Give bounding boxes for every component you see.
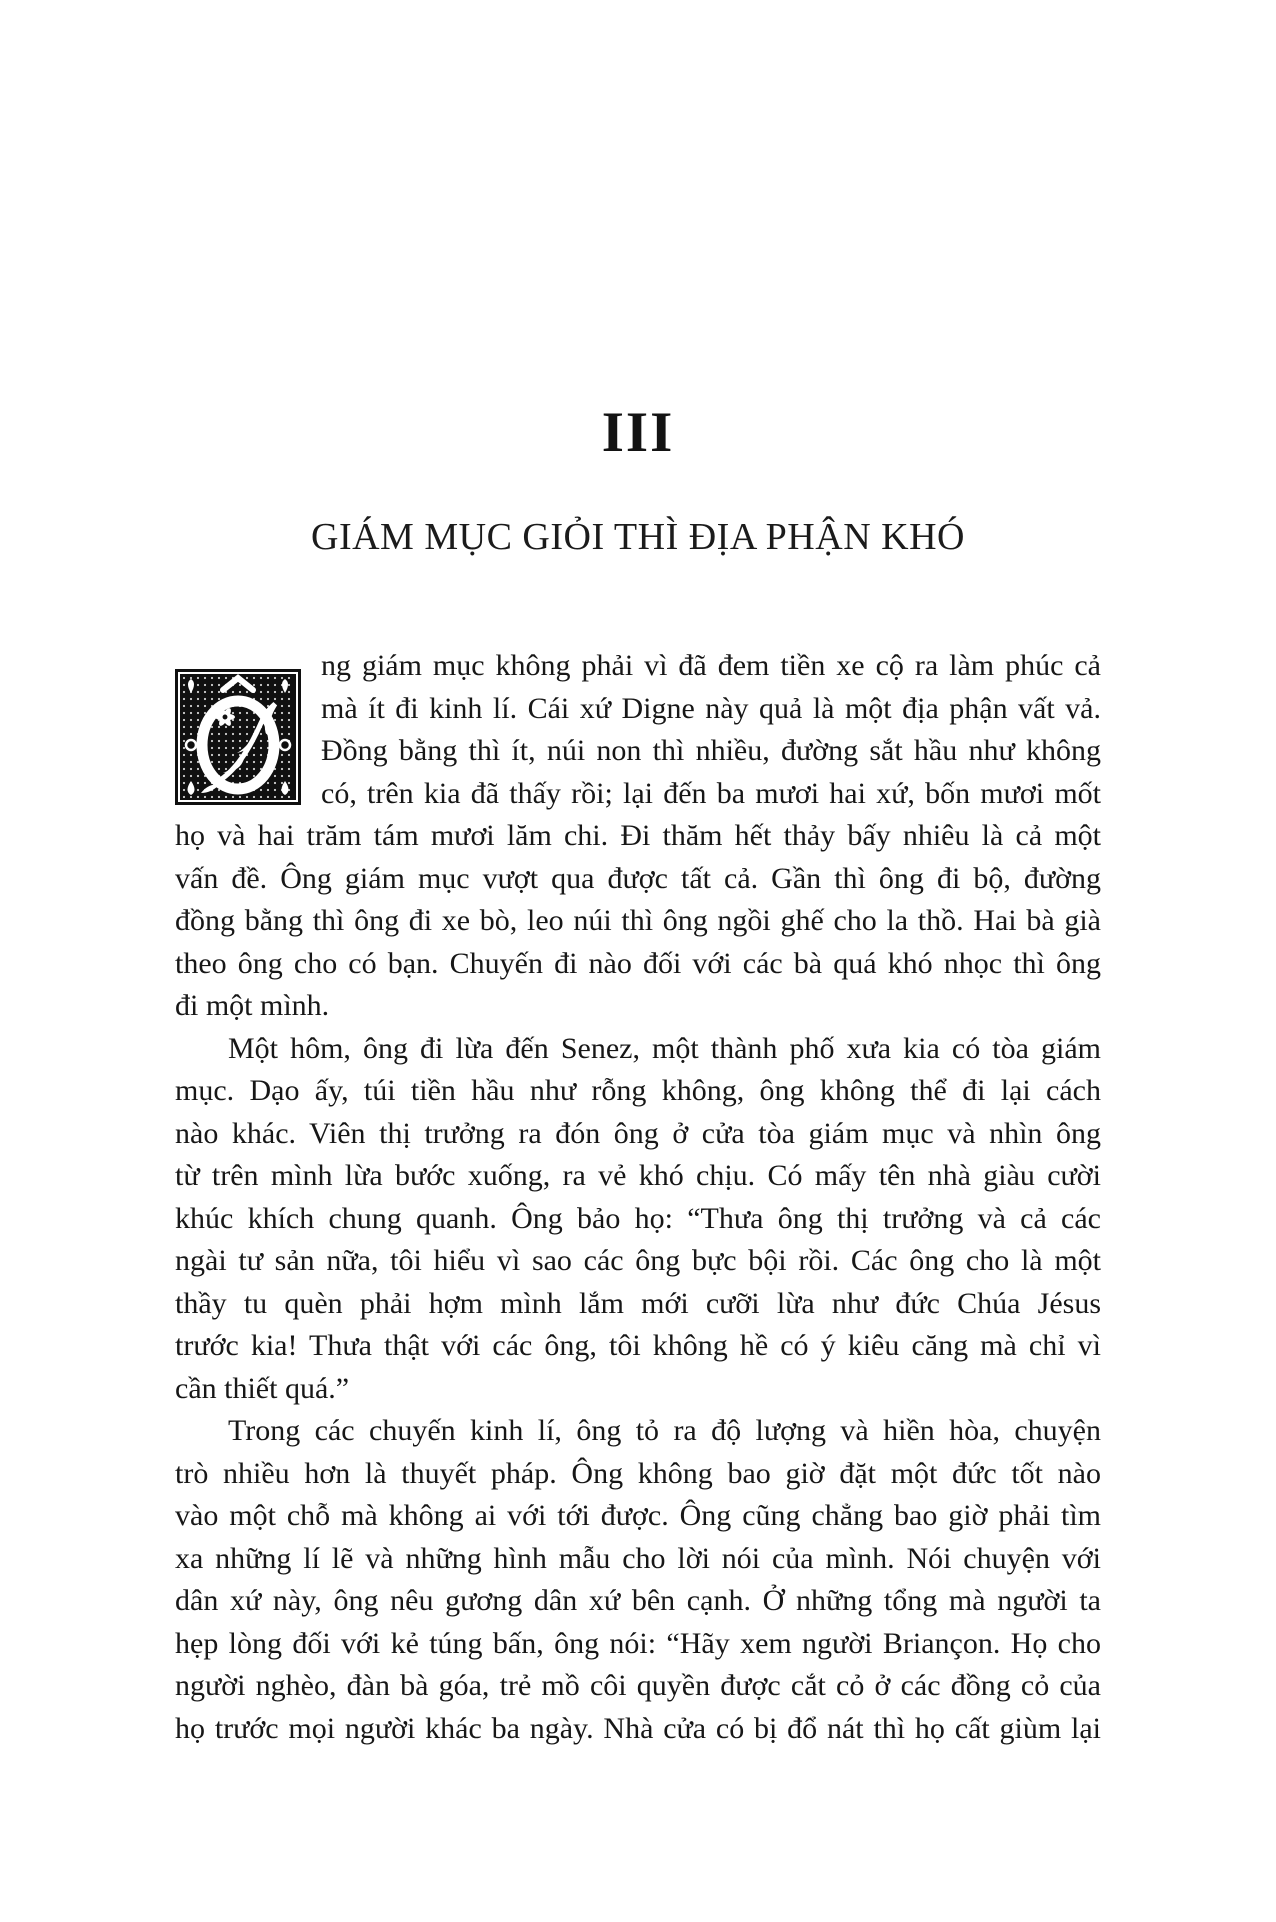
chapter-number: III bbox=[601, 401, 675, 464]
text-line: họ trước mọi người khác ba ngày. Nhà cửa có bị đổ nát thì họ cất giùm lại bbox=[175, 1711, 1101, 1745]
text-line: cần thiết quá.” bbox=[175, 1371, 350, 1405]
text-line: ng giám mục không phải vì đã đem tiền xe cộ ra làm phúc cả bbox=[321, 649, 1101, 682]
text-line: từ trên mình lừa bước xuống, ra vẻ khó chịu. Có mấy tên nhà giàu cười bbox=[175, 1159, 1101, 1192]
text-line: dân xứ này, ông nêu gương dân xứ bên cạnh. Ở những tổng mà người ta bbox=[175, 1584, 1101, 1617]
text-line: nào khác. Viên thị trưởng ra đón ông ở cửa tòa giám mục và nhìn ông bbox=[175, 1116, 1101, 1150]
text-line: họ và hai trăm tám mươi lăm chi. Đi thăm hết thảy bấy nhiêu là cả một bbox=[175, 819, 1101, 852]
text-line: trước kia! Thưa thật với các ông, tôi không hề có ý kiêu căng mà chỉ vì bbox=[175, 1329, 1101, 1362]
text-line: thầy tu quèn phải hợm mình lắm mới cưỡi lừa như đức Chúa Jésus bbox=[175, 1286, 1101, 1320]
text-line: theo ông cho có bạn. Chuyến đi nào đối với các bà quá khó nhọc thì ông bbox=[175, 946, 1101, 980]
drop-cap-initial bbox=[175, 669, 301, 805]
text-line: đồng bằng thì ông đi xe bò, leo núi thì ông ngồi ghế cho la thồ. Hai bà già bbox=[175, 904, 1101, 937]
text-line: Một hôm, ông đi lừa đến Senez, một thành phố xưa kia có tòa giám bbox=[228, 1031, 1101, 1065]
paragraph bbox=[175, 1410, 1101, 1750]
text-line: Đồng bằng thì ít, núi non thì nhiều, đường sắt hầu như không bbox=[321, 734, 1101, 767]
chapter-title: GIÁM MỤC GIỎI THÌ ĐỊA PHẬN KHÓ bbox=[311, 516, 965, 558]
text-line: mục. Dạo ấy, túi tiền hầu như rỗng không, ông không thể đi lại cách bbox=[175, 1074, 1101, 1107]
text-line: ngài tư sản nữa, tôi hiểu vì sao các ông bực bội rồi. Các ông cho là một bbox=[175, 1244, 1101, 1277]
text-line: đi một mình. bbox=[175, 989, 330, 1022]
text-line: Trong các chuyến kinh lí, ông tỏ ra độ lượng và hiền hòa, chuyện bbox=[228, 1414, 1101, 1447]
text-line: có, trên kia đã thấy rồi; lại đến ba mươi hai xứ, bốn mươi mốt bbox=[321, 776, 1101, 810]
text-line: khúc khích chung quanh. Ông bảo họ: “Thưa ông thị trưởng và cả các bbox=[175, 1201, 1101, 1235]
text-line: vào một chỗ mà không ai với tới được. Ông cũng chẳng bao giờ phải tìm bbox=[175, 1499, 1101, 1532]
text-line: trò nhiều hơn là thuyết pháp. Ông không bao giờ đặt một đức tốt nào bbox=[175, 1456, 1101, 1490]
body-text bbox=[175, 645, 1101, 1750]
ornate-initial-icon bbox=[175, 669, 301, 805]
text-line: mà ít đi kinh lí. Cái xứ Digne này quả là một địa phận vất vả. bbox=[321, 691, 1101, 725]
paragraph bbox=[175, 1028, 1101, 1411]
text-line: vấn đề. Ông giám mục vượt qua được tất cả. Gần thì ông đi bộ, đường bbox=[175, 861, 1101, 895]
paragraph bbox=[175, 645, 1101, 1028]
text-line: người nghèo, đàn bà góa, trẻ mồ côi quyền được cắt cỏ ở các đồng cỏ của bbox=[175, 1669, 1101, 1702]
text-line: hẹp lòng đối với kẻ túng bấn, ông nói: “Hãy xem người Briançon. Họ cho bbox=[175, 1626, 1101, 1660]
text-line: xa những lí lẽ và những hình mẫu cho lời nói của mình. Nói chuyện với bbox=[175, 1541, 1101, 1575]
